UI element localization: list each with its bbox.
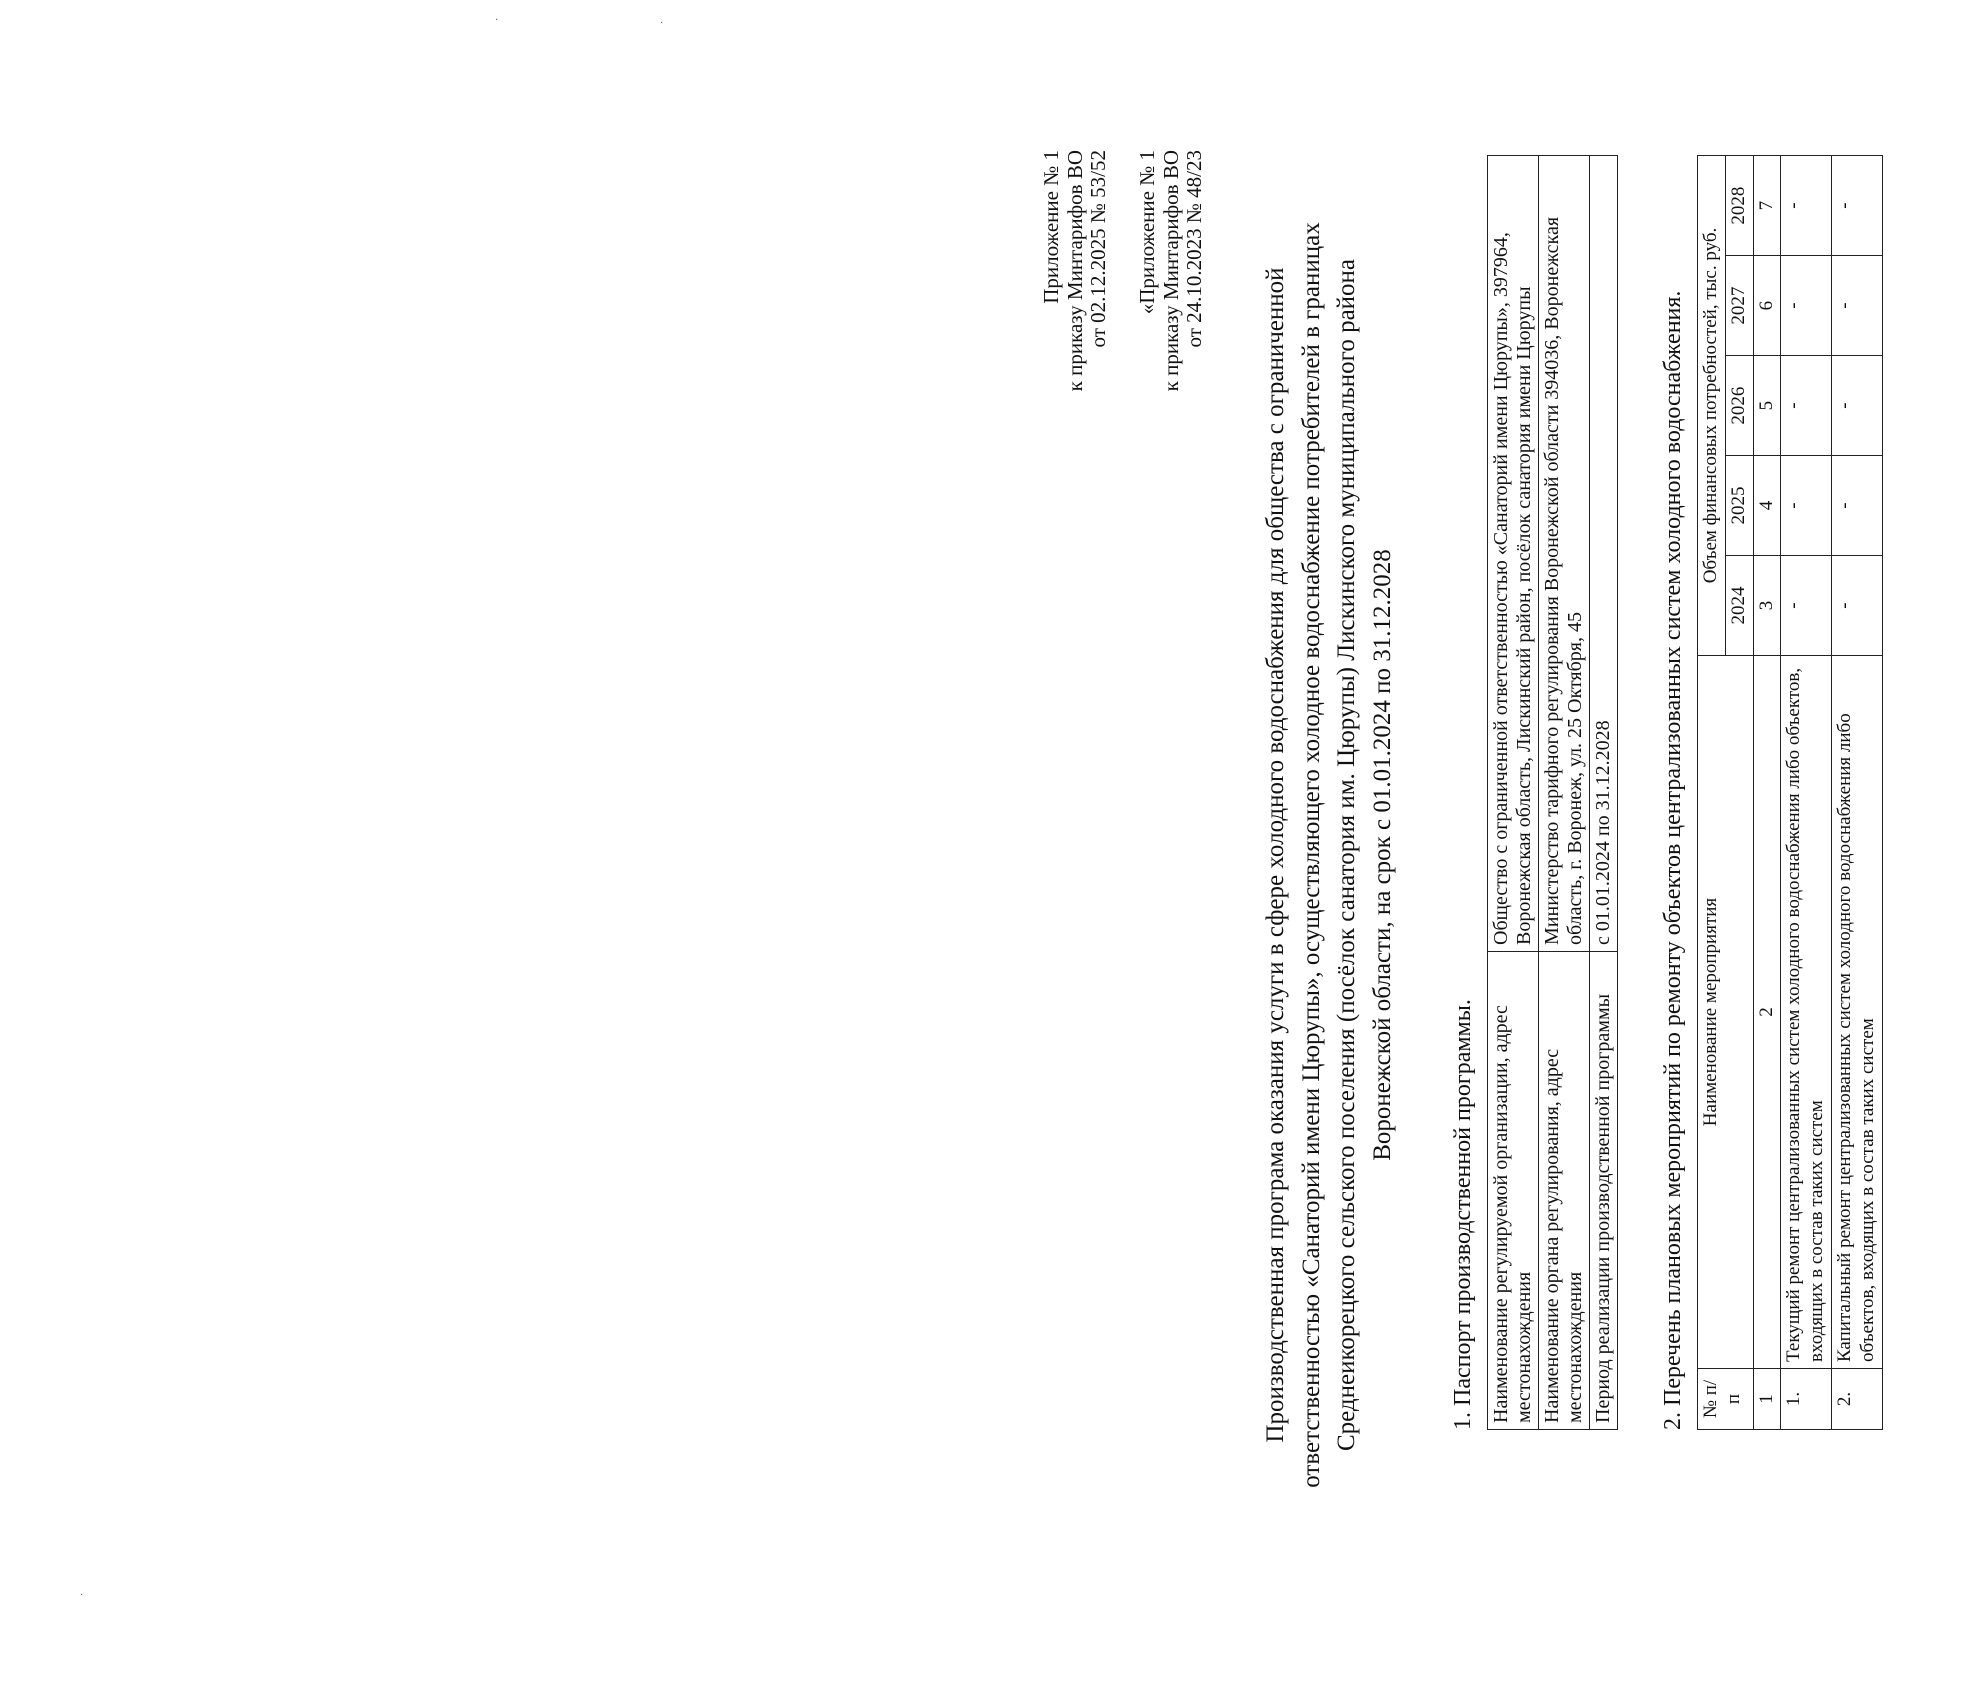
header-year: 2026 bbox=[1725, 356, 1753, 456]
row-num: 2. bbox=[1831, 1369, 1882, 1430]
header-name: Наименование мероприятия bbox=[1698, 656, 1754, 1369]
row-value: - bbox=[1781, 456, 1832, 556]
row-value: - bbox=[1831, 556, 1882, 656]
approval-line: «Приложение № 1 bbox=[1135, 150, 1159, 315]
row-name: Текущий ремонт централизованных систем холодного водоснабжения либо объектов, входящих в состав таких систем bbox=[1781, 656, 1832, 1369]
approval-line: от 02.12.2025 № 53/52 bbox=[1086, 150, 1111, 348]
header-year: 2024 bbox=[1725, 556, 1753, 656]
row-value: - bbox=[1831, 156, 1882, 256]
passport-value: Министерство тарифного регулирования Воронежской области 394036, Воронежская область, г. Воронеж, ул. 25 Октября, 45 bbox=[1539, 156, 1590, 952]
row-value: - bbox=[1781, 556, 1832, 656]
title-line: Воронежской области, на срок с 01.01.2024 по 31.12.2028 bbox=[1368, 549, 1396, 1161]
table-row bbox=[1781, 156, 1832, 1430]
index-cell: 1 bbox=[1753, 1369, 1781, 1430]
title-line: Среднеикорецкого сельского поселения (посёлок санатория им. Цюрупы) Лискинского муниципального района bbox=[1333, 258, 1360, 1452]
table-header-row bbox=[1698, 156, 1726, 1430]
title-line: Производственная програма оказания услуги в сфере холодного водоснабжения для общества с ограниченной bbox=[1262, 267, 1289, 1443]
table-row bbox=[1590, 156, 1618, 1430]
index-cell: 6 bbox=[1753, 256, 1781, 356]
header-volume: Объем финансовых потребностей, тыс. руб. bbox=[1698, 156, 1726, 656]
approval-line: к приказу Минтарифов ВО bbox=[1158, 150, 1183, 392]
index-cell: 5 bbox=[1753, 356, 1781, 456]
table-row bbox=[1539, 156, 1590, 1430]
approval-line: к приказу Минтарифов ВО bbox=[1062, 150, 1087, 392]
section1-title: 1. Паспорт производственной программы. bbox=[1450, 999, 1476, 1430]
table-row bbox=[1831, 156, 1882, 1430]
passport-table bbox=[1487, 155, 1618, 1430]
row-value: - bbox=[1831, 256, 1882, 356]
approval-line: от 24.10.2023 № 48/23 bbox=[1182, 150, 1207, 348]
header-num: № п/п bbox=[1698, 1369, 1754, 1430]
index-cell: 4 bbox=[1753, 456, 1781, 556]
passport-label: Наименование регулируемой организации, адрес местонахождения bbox=[1488, 952, 1539, 1430]
row-name: Капитальный ремонт централизованных систем холодного водоснабжения либо объектов, входящих в состав таких систем bbox=[1831, 656, 1882, 1369]
header-year: 2025 bbox=[1725, 456, 1753, 556]
row-value: - bbox=[1781, 356, 1832, 456]
index-cell: 3 bbox=[1753, 556, 1781, 656]
section2-title: 2. Перечень плановых мероприятий по ремонту объектов централизованных систем холодного водоснабжения. bbox=[1660, 290, 1686, 1430]
header-year: 2027 bbox=[1725, 256, 1753, 356]
table-row bbox=[1488, 156, 1539, 1430]
scan-speck: · bbox=[660, 18, 664, 29]
index-cell: 2 bbox=[1753, 656, 1781, 1369]
rotated-document-page bbox=[1040, 150, 1970, 1560]
row-value: - bbox=[1831, 456, 1882, 556]
document-title bbox=[1258, 150, 1400, 1560]
approval-line: Приложение № 1 bbox=[1039, 150, 1063, 304]
row-value: - bbox=[1781, 156, 1832, 256]
title-line: ответственностью «Санаторий имени Цюрупы», осуществляющего холодное водоснабжение потребителей в границах bbox=[1297, 222, 1325, 1488]
row-value: - bbox=[1831, 356, 1882, 456]
index-cell: 7 bbox=[1753, 156, 1781, 256]
passport-value: Общество с ограниченной ответственностью «Санаторий имени Цюрупы», 397964, Воронежская область, Лискинский район, посёлок санатория имени Цюрупы bbox=[1488, 156, 1539, 952]
scan-speck: · bbox=[495, 15, 499, 26]
header-year: 2028 bbox=[1725, 156, 1753, 256]
passport-value: с 01.01.2024 по 31.12.2028 bbox=[1590, 156, 1618, 952]
table-index-row bbox=[1753, 156, 1781, 1430]
approval-block-previous bbox=[1136, 150, 1207, 391]
approval-block-current bbox=[1040, 150, 1111, 391]
row-value: - bbox=[1781, 256, 1832, 356]
passport-label: Период реализации производственной программы bbox=[1590, 952, 1618, 1430]
row-num: 1. bbox=[1781, 1369, 1832, 1430]
passport-label: Наименование органа регулирования, адрес местонахождения bbox=[1539, 952, 1590, 1430]
measures-table bbox=[1697, 155, 1883, 1430]
scan-speck: · bbox=[80, 1590, 84, 1601]
